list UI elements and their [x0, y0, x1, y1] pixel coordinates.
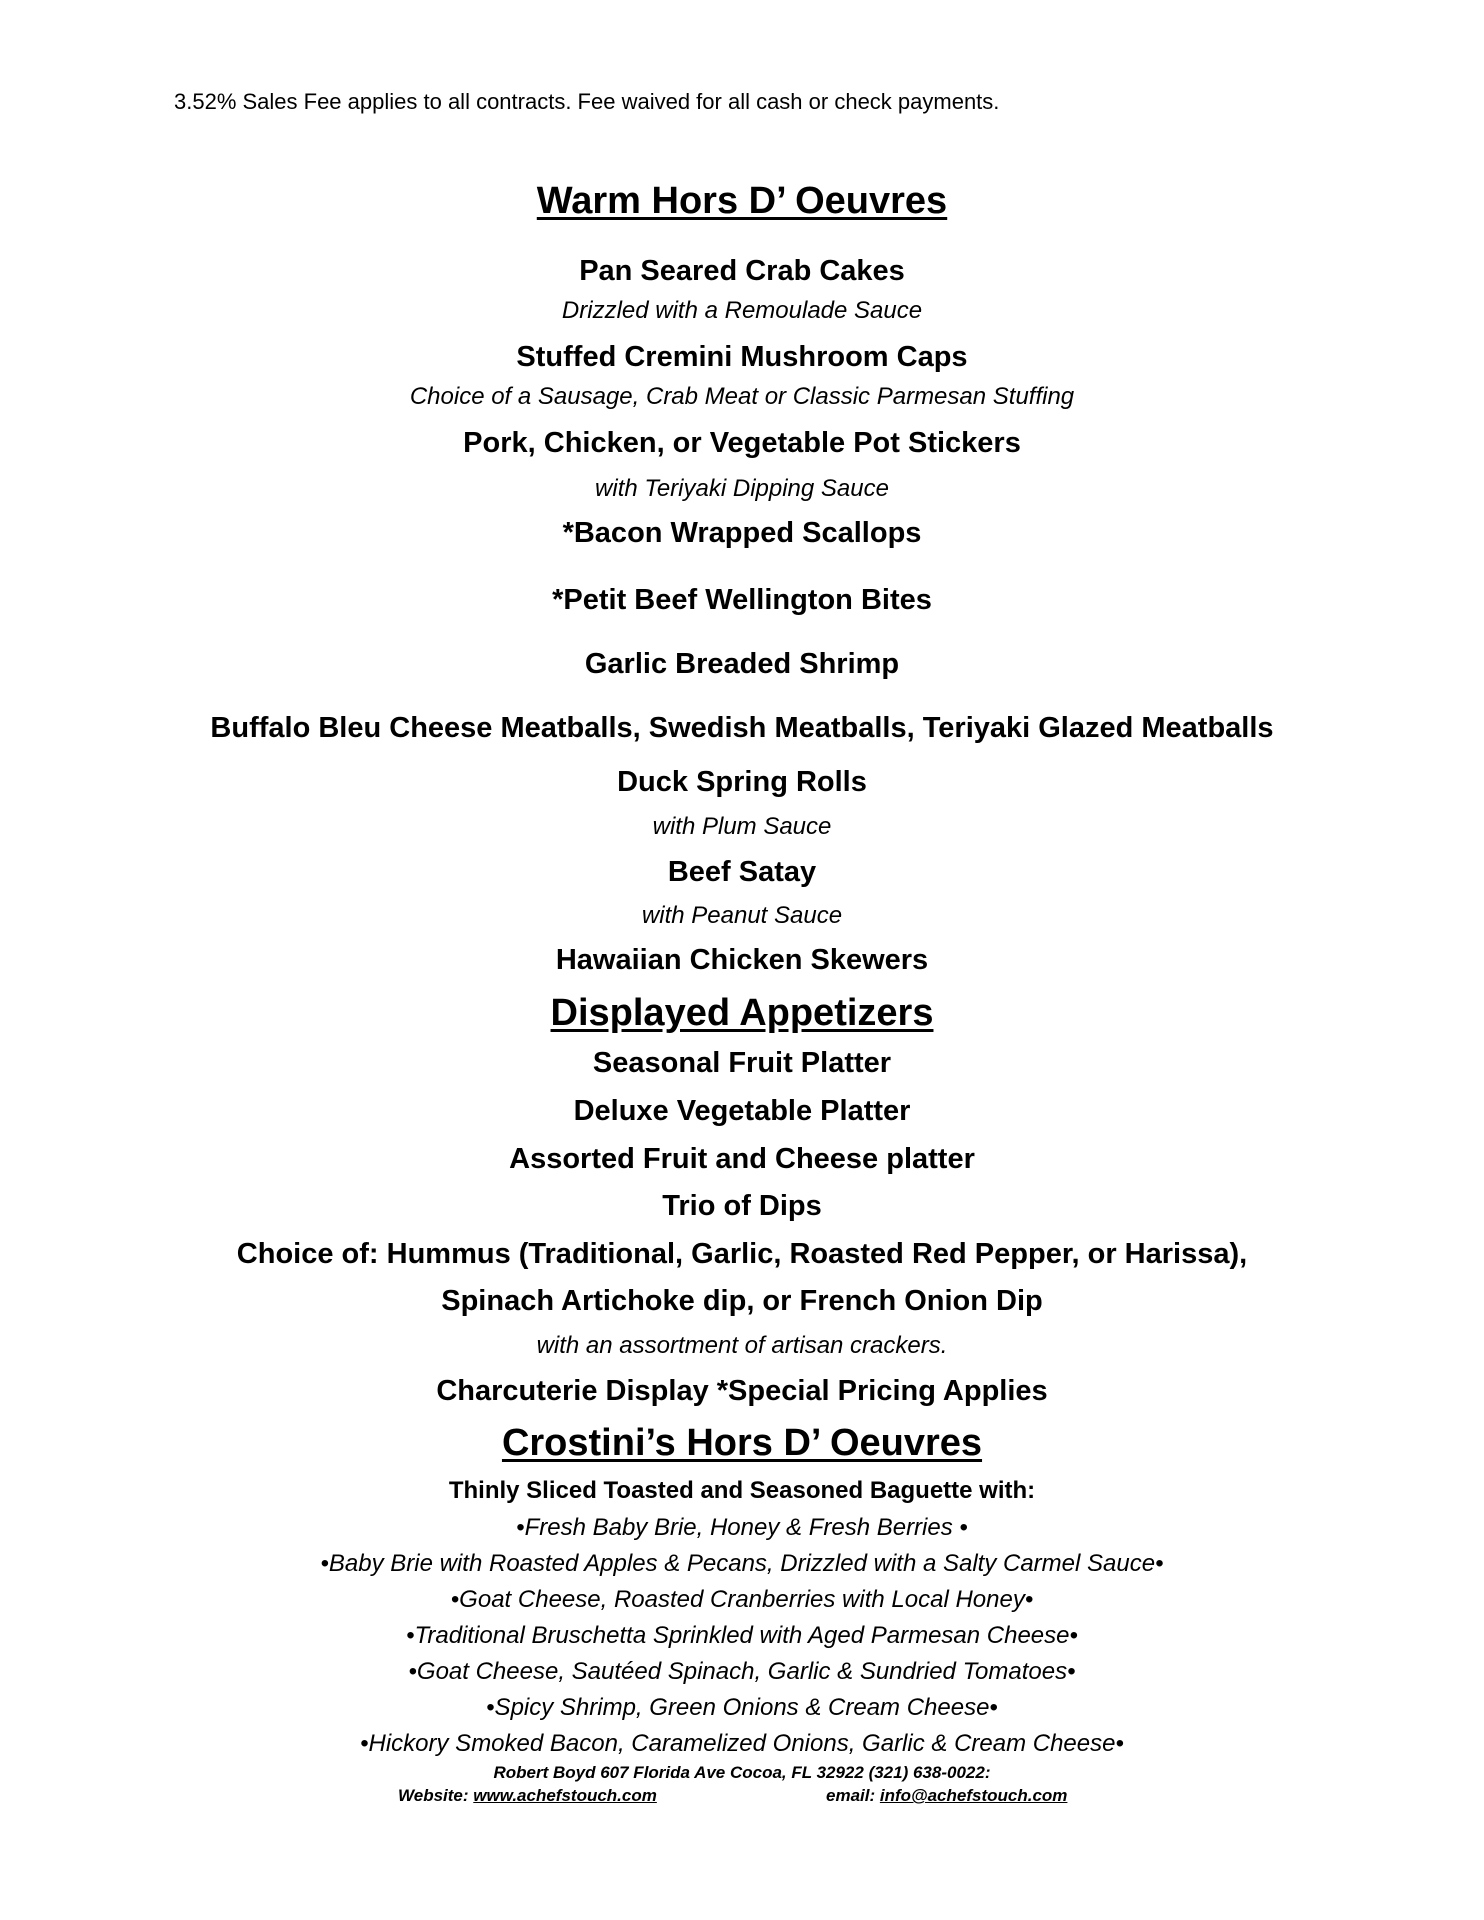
footer-website-label: Website:	[398, 1786, 469, 1805]
menu-item-scallops: *Bacon Wrapped Scallops	[562, 517, 922, 549]
menu-item-trio: Trio of Dips	[662, 1190, 822, 1222]
menu-desc-crab-cakes: Drizzled with a Remoulade Sauce	[561, 297, 923, 324]
displayed-heading: Displayed Appetizers	[550, 992, 934, 1034]
menu-item-veg: Deluxe Vegetable Platter	[573, 1095, 911, 1127]
email-link[interactable]: info@achefstouch.com	[879, 1786, 1068, 1805]
menu-item-charcuterie: Charcuterie Display *Special Pricing Applies	[436, 1375, 1048, 1407]
menu-desc-crackers: with an assortment of artisan crackers.	[536, 1332, 948, 1359]
menu-item-potstickers: Pork, Chicken, or Vegetable Pot Stickers	[463, 427, 1021, 459]
crostini-item: •Fresh Baby Brie, Honey & Fresh Berries •	[516, 1514, 968, 1541]
crostini-item: •Goat Cheese, Sautéed Spinach, Garlic & Sundried Tomatoes•	[408, 1658, 1076, 1685]
footer-address: Robert Boyd 607 Florida Ave Cocoa, FL 32922 (321) 638-0022:	[493, 1763, 991, 1782]
sales-fee-notice: 3.52% Sales Fee applies to all contracts. Fee waived for all cash or check payments.	[174, 89, 1000, 114]
menu-item-shrimp: Garlic Breaded Shrimp	[584, 648, 900, 680]
menu-item-fruit: Seasonal Fruit Platter	[592, 1047, 892, 1079]
menu-item-hawaiian: Hawaiian Chicken Skewers	[555, 944, 929, 976]
menu-desc-potstickers: with Teriyaki Dipping Sauce	[595, 475, 889, 502]
menu-item-choice2: Spinach Artichoke dip, or French Onion Dip	[441, 1285, 1043, 1317]
footer-website	[398, 1786, 657, 1806]
crostini-heading: Crostini’s Hors D’ Oeuvres	[501, 1422, 983, 1464]
website-link[interactable]: www.achefstouch.com	[473, 1786, 657, 1805]
crostini-intro: Thinly Sliced Toasted and Seasoned Baguette with:	[448, 1477, 1036, 1504]
crostini-item: •Baby Brie with Roasted Apples & Pecans, Drizzled with a Salty Carmel Sauce•	[320, 1550, 1164, 1577]
menu-item-satay: Beef Satay	[667, 856, 817, 888]
footer-email	[826, 1786, 1067, 1806]
menu-desc-mushroom: Choice of a Sausage, Crab Meat or Classic Parmesan Stuffing	[409, 383, 1075, 410]
crostini-item: •Spicy Shrimp, Green Onions & Cream Cheese•	[486, 1694, 998, 1721]
crostini-item: •Goat Cheese, Roasted Cranberries with Local Honey•	[450, 1586, 1034, 1613]
menu-desc-duck: with Plum Sauce	[652, 813, 832, 840]
crostini-item: •Hickory Smoked Bacon, Caramelized Onions, Garlic & Cream Cheese•	[360, 1730, 1124, 1757]
menu-item-wellington: *Petit Beef Wellington Bites	[552, 584, 932, 616]
menu-item-duck: Duck Spring Rolls	[617, 766, 867, 798]
menu-item-meatballs: Buffalo Bleu Cheese Meatballs, Swedish Meatballs, Teriyaki Glazed Meatballs	[210, 712, 1274, 744]
menu-item-mushroom: Stuffed Cremini Mushroom Caps	[516, 341, 968, 373]
footer-email-label: email:	[826, 1786, 876, 1805]
warm-heading: Warm Hors D’ Oeuvres	[536, 180, 948, 222]
menu-item-cheese: Assorted Fruit and Cheese platter	[509, 1143, 975, 1175]
menu-item-choice1: Choice of: Hummus (Traditional, Garlic, Roasted Red Pepper, or Harissa),	[236, 1238, 1248, 1270]
crostini-item: •Traditional Bruschetta Sprinkled with Aged Parmesan Cheese•	[406, 1622, 1078, 1649]
menu-item-crab-cakes: Pan Seared Crab Cakes	[579, 255, 905, 287]
menu-desc-satay: with Peanut Sauce	[641, 902, 843, 929]
